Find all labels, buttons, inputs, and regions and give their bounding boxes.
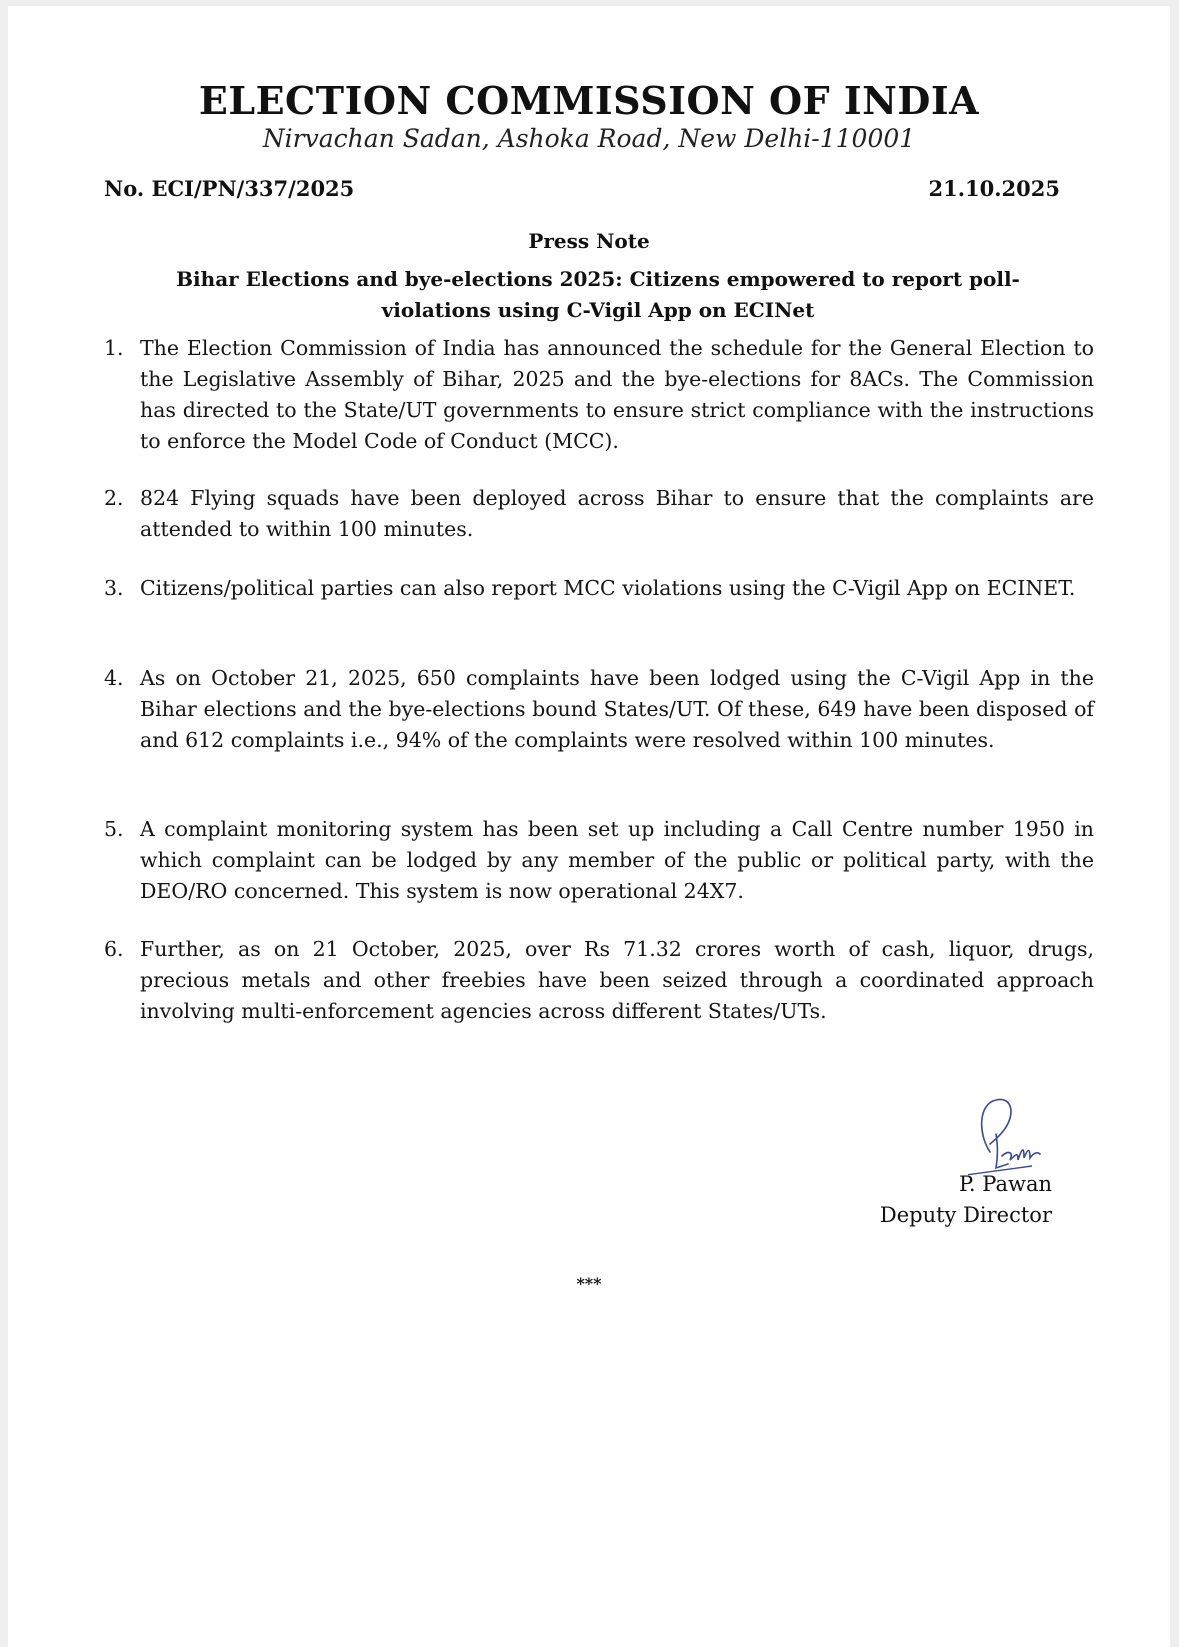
- point-number: 4.: [104, 666, 124, 690]
- document-date: 21.10.2025: [928, 176, 1060, 201]
- document-page: [8, 6, 1170, 1647]
- signatory-name: P. Pawan: [959, 1172, 1052, 1196]
- point-item: [104, 663, 1094, 756]
- point-text: The Election Commission of India has announced the schedule for the General Election to the Legislative Assembly of Bihar, 2025 and the bye-elections for 8ACs. The Commission has directed to the State/UT governments to ensure strict compliance with the instructions to enforce the Model Code of Conduct (MCC).: [140, 336, 1094, 453]
- signature-icon: [968, 1094, 1078, 1184]
- point-number: 5.: [104, 817, 124, 841]
- point-number: 3.: [104, 576, 124, 600]
- point-text: Citizens/political parties can also report MCC violations using the C-Vigil App on ECINET.: [140, 576, 1076, 600]
- subject-heading: Bihar Elections and bye-elections 2025: Citizens empowered to report poll-violations using C-Vigil App on ECINet: [176, 267, 1020, 322]
- point-item: [104, 333, 1094, 457]
- point-text: 824 Flying squads have been deployed across Bihar to ensure that the complaints are attended to within 100 minutes.: [140, 486, 1094, 541]
- point-number: 6.: [104, 937, 124, 961]
- signatory-designation: Deputy Director: [879, 1203, 1052, 1227]
- point-item: [104, 814, 1094, 907]
- point-item: [104, 934, 1094, 1027]
- organization-address: Nirvachan Sadan, Ashoka Road, New Delhi-110001: [262, 124, 916, 153]
- point-number: 1.: [104, 336, 124, 360]
- document-type: Press Note: [528, 229, 650, 253]
- reference-number: No. ECI/PN/337/2025: [104, 176, 355, 201]
- point-item: [104, 573, 1094, 604]
- point-text: Further, as on 21 October, 2025, over Rs 71.32 crores worth of cash, liquor, drugs, precious metals and other freebies have been seized through a coordinated approach involving multi-enforcement agencies across different States/UTs.: [140, 937, 1094, 1023]
- end-mark: ***: [576, 1274, 602, 1293]
- point-number: 2.: [104, 486, 124, 510]
- organization-title: ELECTION COMMISSION OF INDIA: [198, 78, 980, 123]
- point-item: [104, 483, 1094, 545]
- point-text: As on October 21, 2025, 650 complaints have been lodged using the C-Vigil App in the Bihar elections and the bye-elections bound States/UT. Of these, 649 have been disposed of and 612 complaints i.e., 94% of the complaints were resolved within 100 minutes.: [140, 666, 1094, 752]
- point-text: A complaint monitoring system has been set up including a Call Centre number 1950 in which complaint can be lodged by any member of the public or political party, with the DEO/RO concerned. This system is now operational 24X7.: [140, 817, 1094, 903]
